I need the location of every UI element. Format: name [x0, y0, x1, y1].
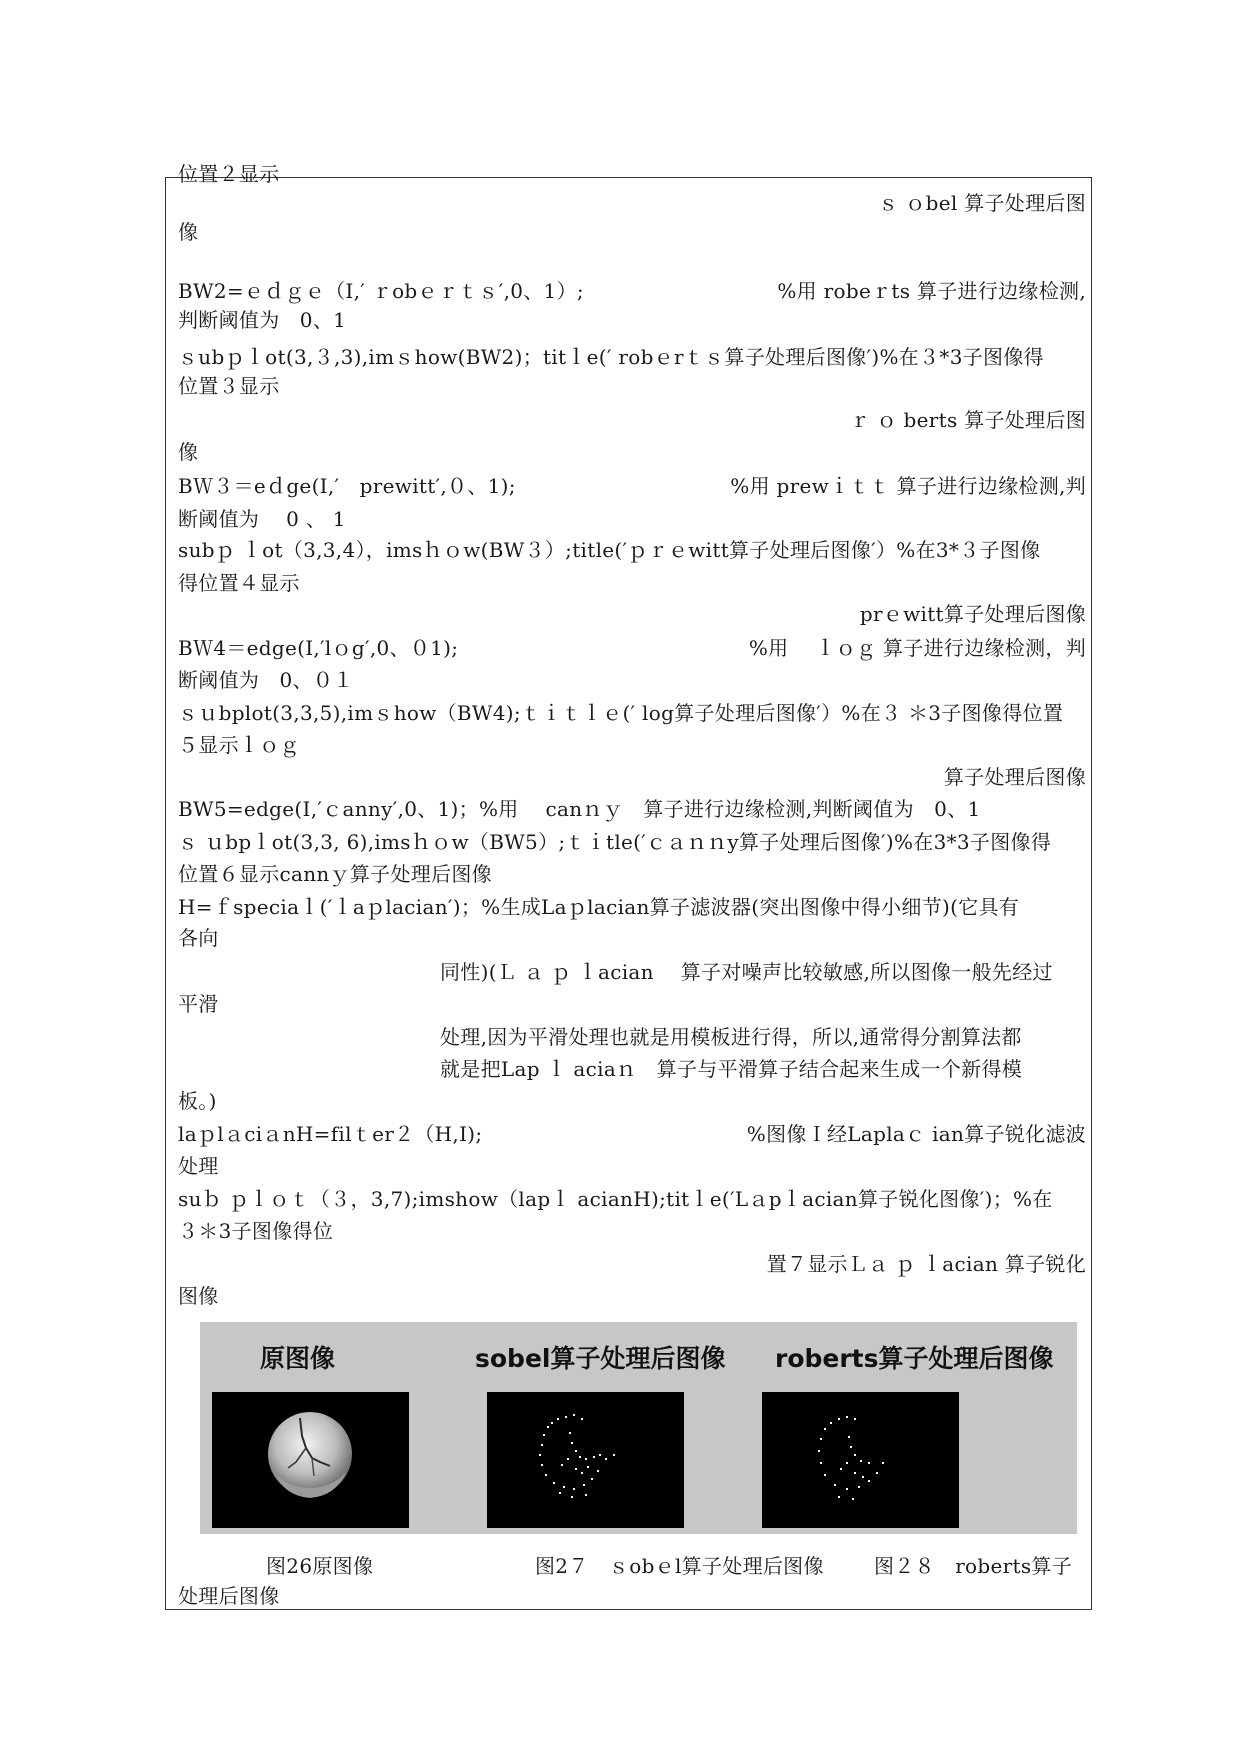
code-line: ｓubｐｌot(3,３,3),imｓhow(BW2)；titｌe(′ robｅrｔｓ算子处理后图像′)%在３*3子图像得	[178, 345, 1044, 369]
roberts-edge-image	[762, 1392, 959, 1528]
figure-caption: 处理后图像	[178, 1584, 280, 1608]
code-line: suｂ ｐｌｏｔ（３，3,7);imshow（lapｌ acianH);titｌe(′Lａpｌacian算子锐化图像′)；%在	[178, 1187, 1053, 1211]
text-line: 位置６显示cannｙ算子处理后图像	[178, 862, 492, 886]
text-line: 断阈值为 0 、 1	[178, 507, 346, 531]
text-line: 同性)(Ｌ ａ ｐ ｌacian 算子对噪声比较敏感,所以图像一般先经过	[440, 960, 1053, 984]
original-image	[212, 1392, 409, 1528]
figure-title-sobel: sobel算子处理后图像	[475, 1344, 726, 1373]
text-line: ｓ ｏbel 算子处理后图	[878, 191, 1086, 215]
text-line: 断阈值为 0、０１	[178, 668, 354, 692]
figure-caption: 图26原图像	[266, 1554, 374, 1578]
text-line: prｅwitt算子处理后图像	[859, 602, 1086, 626]
text-line: 处理	[178, 1154, 219, 1178]
text-line: 判断阈值为 0、1	[178, 308, 347, 332]
text-line: ３＊3子图像得位	[178, 1219, 334, 1243]
code-line: subｐ ｌot（3,3,4），imsｈｏw(BW３）;title(′ｐｒｅwitt算子处理后图像′）%在3*３子图像	[178, 538, 1041, 562]
code-comment: %用 robeｒts 算子进行边缘检测,	[777, 279, 1086, 303]
sobel-edge-image	[487, 1392, 684, 1528]
code-line: BＷ３＝eｄge(I,′ prewitt′,０、1);	[178, 474, 516, 498]
code-comment: %图像Ｉ经Laplaｃ ian算子锐化滤波	[746, 1122, 1086, 1146]
code-comment: %用 ｌｏｇ 算子进行边缘检测，判	[748, 636, 1086, 660]
code-line: laｐlａciａnH=filｔer２（H,I);	[178, 1122, 483, 1146]
text-line: 处理,因为平滑处理也就是用模板进行得，所以,通常得分割算法都	[440, 1025, 1022, 1049]
figure-title-roberts: roberts算子处理后图像	[775, 1344, 1054, 1373]
figure-panel	[200, 1322, 1077, 1534]
text-line: 各向	[178, 926, 219, 950]
figure-title-original: 原图像	[260, 1344, 336, 1373]
code-line: BＷ4＝edge(I,′lｏg′,0、０1);	[178, 636, 459, 660]
text-line: 像	[178, 440, 199, 464]
text-line: 图像	[178, 1284, 219, 1308]
figure-caption: 图2７ ｓobｅl算子处理后图像	[535, 1554, 824, 1578]
code-line: H=ｆspeciaｌ(′ｌaｐlacian′)；%生成Laｐlacian算子滤波器(突出图像中得小细节)(它具有	[178, 895, 1020, 919]
text-line: ５显示ｌｏｇ	[178, 733, 300, 757]
text-line: 得位置４显示	[178, 571, 300, 595]
text-line: 位置２显示	[178, 162, 280, 186]
text-line: 算子处理后图像	[943, 765, 1086, 789]
code-line: ｓ ｕbpｌot(3,3, 6),imsｈｏw（BW5）;ｔｉtle(′ｃａｎｎy算子处理后图像′)%在3*3子图像得	[178, 830, 1052, 854]
text-line: 置７显示Ｌａ ｐ ｌacian 算子锐化	[766, 1252, 1086, 1276]
text-line: 平滑	[178, 992, 219, 1016]
text-line: 就是把Lap ｌ aciaｎ 算子与平滑算子结合起来生成一个新得模	[440, 1057, 1023, 1081]
code-line: BW2=ｅｄｇｅ（I,′ ｒobｅｒｔｓ′,0、1）;	[178, 279, 584, 303]
text-line: 板。)	[178, 1089, 217, 1113]
text-line: ｒ ｏ berts 算子处理后图	[849, 408, 1086, 432]
figure-caption: 图２８ roberts算子	[874, 1554, 1073, 1578]
code-comment: %用 prewｉｔｔ 算子进行边缘检测,判	[730, 474, 1086, 498]
text-line: 位置３显示	[178, 374, 280, 398]
text-line: 像	[178, 220, 199, 244]
code-line: ｓｕbplot(3,3,5),imｓhow（BW4);ｔｉｔｌｅ(′ log算子处理后图像′）%在３ ＊3子图像得位置	[178, 701, 1064, 725]
code-line: BW5=edge(I,′ｃanny′,0、1)；%用 canｎｙ 算子进行边缘检测,判断阈值为 0、1	[178, 797, 981, 821]
